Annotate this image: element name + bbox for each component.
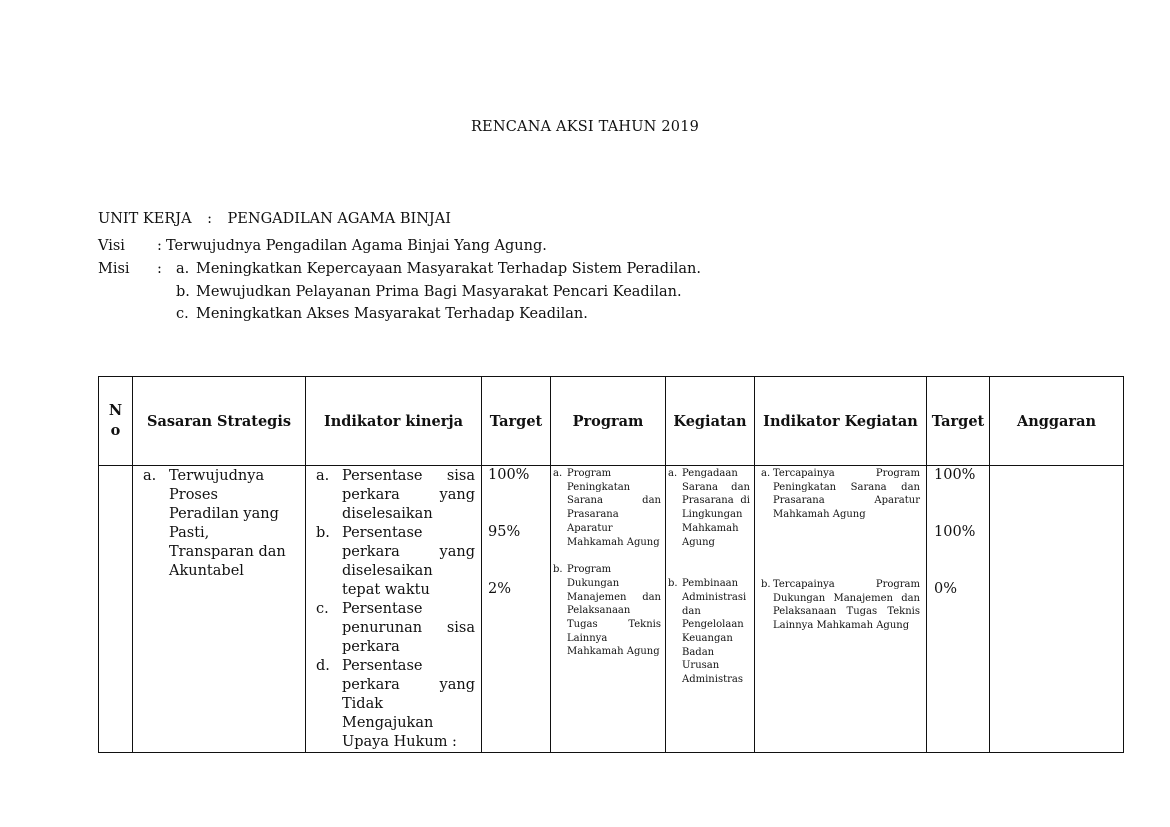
sasaran-item — [143, 467, 291, 581]
indikator-kegiatan-letter: b. — [761, 578, 771, 590]
header-no — [99, 377, 133, 466]
indikator-kegiatan-text: Tercapainya Program Dukungan Manajemen dan Pelaksanaan Tugas Teknis Lainnya Mahkamah Agung — [773, 578, 920, 631]
kegiatan-item — [668, 467, 750, 549]
misi-text: Mewujudkan Pelayanan Prima Bagi Masyarakat Pencari Keadilan. — [196, 284, 682, 300]
header-target2: Target — [927, 377, 990, 466]
misi-letter: a. — [176, 261, 190, 277]
indikator-text: Persentase sisa perkara yang diselesaikan — [342, 468, 475, 522]
target2-value: 100% — [934, 524, 976, 540]
header-indikator: Indikator kinerja — [306, 377, 482, 466]
rencana-aksi-table — [98, 376, 1124, 753]
misi-item — [176, 306, 588, 322]
indikator-item — [316, 524, 475, 600]
program-letter: a. — [553, 468, 563, 479]
sasaran-letter: a. — [143, 468, 157, 484]
indikator-text: Persentase perkara yang Tidak Mengajukan Upaya Hukum : — [342, 658, 475, 750]
cell-indikator-kegiatan — [755, 466, 927, 753]
visi-text: Terwujudnya Pengadilan Agama Binjai Yang Agung. — [166, 238, 547, 254]
unit-label: UNIT KERJA — [98, 211, 192, 227]
visi-colon: : — [157, 238, 162, 254]
header-program: Program — [551, 377, 666, 466]
kegiatan-letter: a. — [668, 468, 678, 479]
misi-item — [176, 284, 682, 300]
misi-item — [176, 261, 701, 277]
indikator-text: Persentase perkara yang diselesaikan tepat waktu — [342, 525, 475, 598]
header-anggaran: Anggaran — [990, 377, 1124, 466]
cell-program — [551, 466, 666, 753]
indikator-letter: c. — [316, 601, 329, 617]
indikator-letter: a. — [316, 468, 330, 484]
indikator-text: Persentase penurunan sisa perkara — [342, 601, 475, 655]
indikator-item — [316, 657, 475, 752]
misi-label: Misi — [98, 261, 130, 277]
cell-anggaran — [990, 466, 1124, 753]
unit-kerja-line — [98, 211, 451, 227]
program-letter: b. — [553, 564, 563, 576]
indikator-kegiatan-item — [761, 578, 920, 633]
cell-kegiatan — [666, 466, 755, 753]
indikator-item — [316, 600, 475, 657]
visi-label: Visi — [98, 238, 125, 254]
target-value: 2% — [488, 581, 512, 597]
header-no-line: o — [110, 422, 121, 439]
kegiatan-letter: b. — [668, 578, 678, 590]
misi-text: Meningkatkan Kepercayaan Masyarakat Terhadap Sistem Peradilan. — [196, 261, 701, 277]
header-row — [99, 377, 1124, 466]
unit-value: PENGADILAN AGAMA BINJAI — [227, 211, 451, 227]
target-value: 95% — [488, 524, 521, 540]
misi-letter: b. — [176, 284, 190, 300]
header-no-line: N — [108, 402, 123, 419]
program-item — [553, 563, 661, 659]
header-sasaran: Sasaran Strategis — [133, 377, 306, 466]
target2-value: 0% — [934, 581, 958, 597]
indikator-letter: b. — [316, 525, 330, 541]
target-value: 100% — [488, 467, 530, 483]
cell-sasaran — [133, 466, 306, 753]
kegiatan-text: Pengadaan Sarana dan Prasarana di Lingkungan Mahkamah Agung — [682, 468, 750, 548]
header-target: Target — [482, 377, 551, 466]
kegiatan-item — [668, 577, 750, 687]
program-item — [553, 467, 661, 549]
target2-value: 100% — [934, 467, 976, 483]
misi-text: Meningkatkan Akses Masyarakat Terhadap Keadilan. — [196, 306, 588, 322]
indikator-item — [316, 467, 475, 524]
table-row — [99, 466, 1124, 753]
cell-target — [482, 466, 551, 753]
header-indikator-kegiatan: Indikator Kegiatan — [755, 377, 927, 466]
misi-colon: : — [157, 261, 162, 277]
indikator-kegiatan-letter: a. — [761, 468, 771, 479]
cell-no — [99, 466, 133, 753]
header-kegiatan: Kegiatan — [666, 377, 755, 466]
kegiatan-text: Pembinaan Administrasi dan Pengelolaan Keuangan Badan Urusan Administras — [682, 578, 747, 686]
indikator-letter: d. — [316, 658, 330, 674]
program-text: Program Peningkatan Sarana dan Prasarana Aparatur Mahkamah Agung — [567, 468, 661, 548]
misi-letter: c. — [176, 306, 189, 322]
indikator-kegiatan-text: Tercapainya Program Peningkatan Sarana dan Prasarana Aparatur Mahkamah Agung — [773, 468, 920, 521]
program-text: Program Dukungan Manajemen dan Pelaksanaan Tugas Teknis Lainnya Mahkamah Agung — [567, 564, 661, 658]
indikator-kegiatan-item — [761, 467, 920, 522]
unit-separator: : — [207, 211, 212, 227]
document-title: RENCANA AKSI TAHUN 2019 — [470, 119, 700, 135]
cell-target2 — [927, 466, 990, 753]
sasaran-text: Terwujudnya Proses Peradilan yang Pasti, Transparan dan Akuntabel — [169, 468, 286, 579]
cell-indikator — [306, 466, 482, 753]
